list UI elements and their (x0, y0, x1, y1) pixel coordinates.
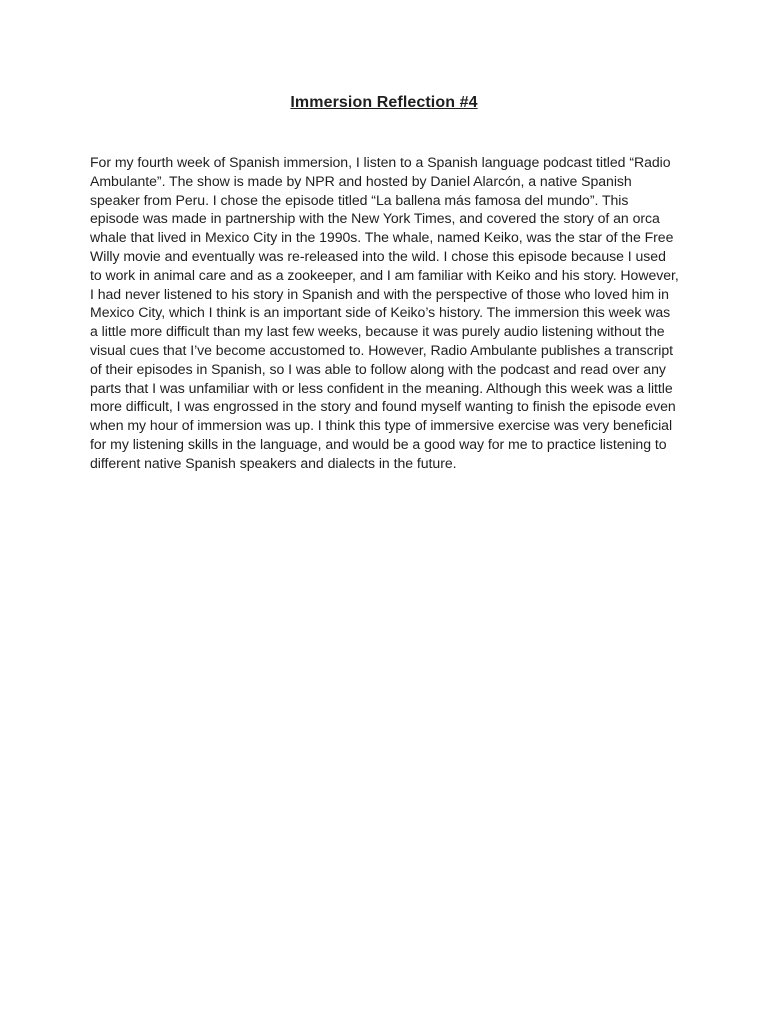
reflection-paragraph: For my fourth week of Spanish immersion, I listen to a Spanish language podcast titled “Radio Ambulante”. The show is made by NPR and hosted by Daniel Alarcón, a native Spanish speaker from Peru. I chose the episode titled “La ballena más famosa del mundo”. This episode was made in partnership with the New York Times, and covered the story of an orca whale that lived in Mexico City in the 1990s. The whale, named Keiko, was the star of the Free Willy movie and eventually was re-released into the wild. I chose this episode because I used to work in animal care and as a zookeeper, and I am familiar with Keiko and his story. However, I had never listened to his story in Spanish and with the perspective of those who loved him in Mexico City, which I think is an important side of Keiko’s history. The immersion this week was a little more difficult than my last few weeks, because it was purely audio listening without the visual cues that I’ve become accustomed to. However, Radio Ambulante publishes a transcript of their episodes in Spanish, so I was able to follow along with the podcast and read over any parts that I was unfamiliar with or less confident in the meaning. Although this week was a little more difficult, I was engrossed in the story and found myself wanting to finish the episode even when my hour of immersion was up. I think this type of immersive exercise was very beneficial for my listening skills in the language, and would be a good way for me to practice listening to different native Spanish speakers and dialects in the future. (90, 154, 679, 471)
document-title: Immersion Reflection #4 (290, 94, 478, 111)
